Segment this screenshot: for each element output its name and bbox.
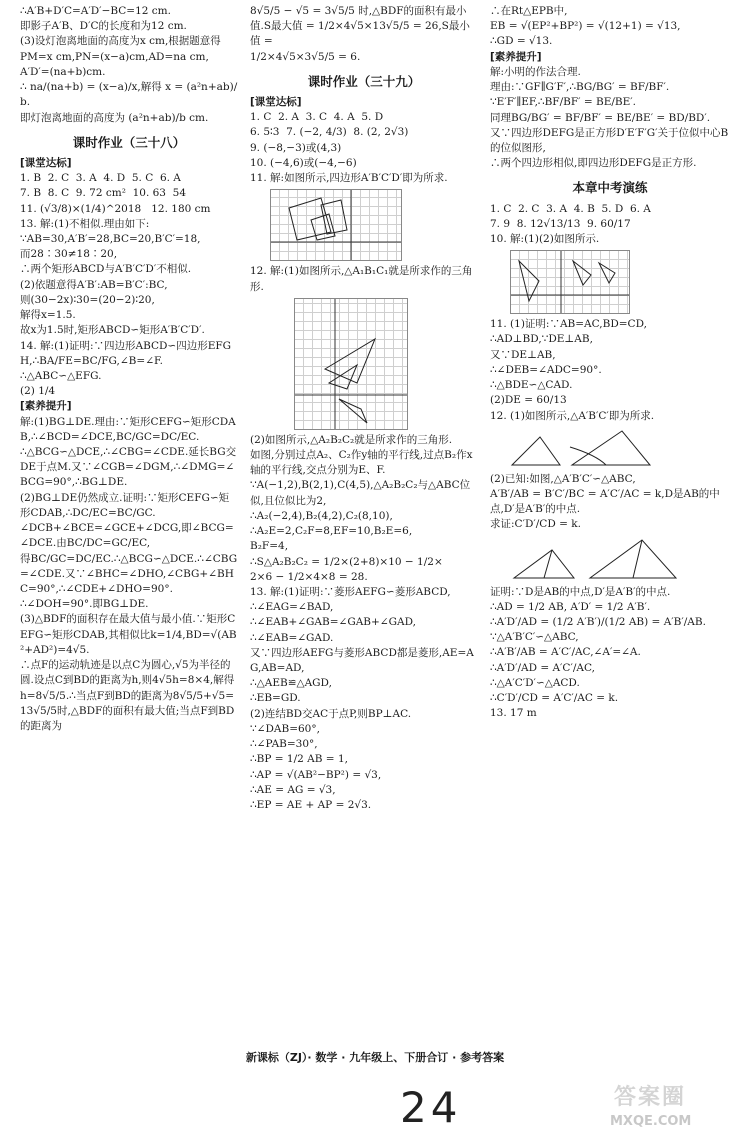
text-line: A′D′=(na+b)cm. bbox=[20, 65, 106, 78]
text-line: 7. 9 8. 12√13/13 9. 60/17 bbox=[490, 217, 631, 230]
handwritten-page-number: 24 bbox=[400, 1083, 462, 1132]
text-line: ∴∠DOH=90°.即BG⊥DE. bbox=[20, 598, 149, 611]
text-line: 即灯泡离地面的高度为 (a²n+ab)/b cm. bbox=[20, 111, 209, 124]
figure-q12-shapes bbox=[295, 299, 407, 429]
text-line: 解:(1)BG⊥DE.理由:∵矩形CEFG∽矩形CDAB,∴∠BCD=∠DCE,BC/GC=DC/EC. bbox=[20, 415, 236, 443]
text-line: 14. 解:(1)证明:∵四边形ABCD∽四边形EFGH,∴BA/FE=BC/FG,∠B=∠F. bbox=[20, 339, 232, 367]
text-line: ∴△BCG∽△DCE,∴∠CBG=∠CDE.延长BG交DE于点M.又∵∠CGB=∠DGM,∴∠DMG=∠BCG=90°,∴BG⊥DE. bbox=[20, 446, 237, 489]
text-line: 13. 解:(1)证明:∵菱形AEFG∽菱形ABCD, bbox=[250, 585, 451, 598]
solution-block-10 bbox=[20, 4, 238, 126]
answers-39-q13-end bbox=[490, 4, 730, 50]
figure-q11-shapes bbox=[271, 190, 401, 260]
text-line: ∴A′D′/AD = A′C′/AC, bbox=[490, 661, 595, 674]
section-heading-39: 课时作业（三十九） bbox=[307, 73, 421, 89]
text-line: (2)已知:如图,△A′B′C′∽△ABC, bbox=[490, 472, 636, 485]
text-line: 8√5/5 − √5 = 3√5/5 时,△BDF的面积有最小值.S最大值 = 1/2×4√5×13√5/5 = 26,S最小值 = bbox=[250, 5, 470, 48]
answers-38-improvement bbox=[20, 415, 238, 735]
text-line: ∴A₂E=2,C₂F=8,EF=10,B₂E=6, bbox=[250, 525, 413, 538]
figure-q11-grid bbox=[270, 189, 402, 261]
figure-exam-q10-shapes bbox=[511, 251, 629, 313]
text-line: ∴AP = √(AB²−BP²) = √3, bbox=[250, 768, 382, 781]
text-line: 10. (−4,6)或(−4,−6) bbox=[250, 156, 357, 169]
text-line: (3)设灯泡离地面的高度为x cm,根据题意得 bbox=[20, 35, 221, 48]
answers-39-improvement bbox=[490, 65, 730, 172]
watermark-url: MXQE.COM bbox=[610, 1114, 692, 1130]
text-line: 11. 解:如图所示,四边形A′B′C′D′即为所求. bbox=[250, 172, 448, 185]
watermark-logo: 答案圈 bbox=[614, 1085, 687, 1110]
section-heading-38: 课时作业（三十八） bbox=[72, 134, 186, 150]
text-line: 11. (1)证明:∵AB=AC,BD=CD, bbox=[490, 318, 647, 331]
text-line: (3)△BDF的面积存在最大值与最小值.∵矩形CEFG∽矩形CDAB,其相似比k=1/4,BD=√(AB²+AD²)=4√5. bbox=[20, 613, 237, 656]
text-line: ∴△A′C′D′∽△ACD. bbox=[490, 676, 580, 689]
page-footer: 新课标（ZJ）· 数学 · 九年级上、下册合订 · 参考答案 bbox=[245, 1051, 505, 1064]
answers-exam-part4 bbox=[490, 585, 730, 722]
text-line: (2)依题意得A′B′:AB=B′C′:BC, bbox=[20, 278, 168, 291]
text-line: ∴在Rt△EPB中, bbox=[490, 5, 568, 17]
text-line: ∴△ABC∽△EFG. bbox=[20, 369, 102, 382]
text-line: 解:小明的作法合理. bbox=[490, 65, 581, 78]
column-left bbox=[20, 4, 238, 734]
figure-exam-q12-triangles bbox=[510, 427, 660, 469]
section-heading-exam: 本章中考演练 bbox=[572, 180, 648, 196]
section-tag-classroom: [课堂达标] bbox=[20, 156, 72, 169]
text-line: 解得x=1.5. bbox=[20, 309, 76, 322]
text-line: (2)BG⊥DE仍然成立.证明:∵矩形CEFG∽矩形CDAB,∴DC/EC=BC/GC. bbox=[20, 491, 230, 519]
text-line: 则(30−2x)∶30=(20−2)∶20, bbox=[20, 293, 155, 306]
column-middle bbox=[250, 4, 478, 813]
text-line: ∵AB=30,A′B′=28,BC=20,B′C′=18, bbox=[20, 232, 201, 245]
answers-38-classroom bbox=[20, 171, 238, 399]
text-line: ∴∠PAB=30°, bbox=[250, 738, 318, 751]
text-line: 又∵四边形DEFG是正方形D′E′F′G′关于位似中心B的位似图形, bbox=[490, 126, 729, 154]
text-line: 同理BG/BG′ = BF/BF′ = BE/BE′ = BD/BD′. bbox=[490, 111, 711, 124]
text-line: 1. C 2. C 3. A 4. B 5. D 6. A bbox=[490, 202, 651, 215]
text-line: 9. (−8,−3)或(4,3) bbox=[250, 141, 342, 154]
text-line: 13. 17 m bbox=[490, 707, 537, 720]
text-line: 11. (√3/8)×(1/4)^2018 12. 180 cm bbox=[20, 202, 211, 215]
answers-38-cont bbox=[250, 4, 478, 65]
text-line: 12. 解:(1)如图所示,△A₁B₁C₁就是所求作的三角形. bbox=[250, 265, 473, 293]
text-line: ∴EP = AE + AP = 2√3. bbox=[250, 799, 372, 811]
answers-exam-part1 bbox=[490, 202, 730, 248]
watermark bbox=[610, 1082, 742, 1132]
text-line: ∴S△A₂B₂C₂ = 1/2×(2+8)×10 − 1/2× bbox=[250, 555, 443, 568]
text-line: EB = √(EP²+BP²) = √(12+1) = √13, bbox=[490, 20, 681, 33]
section-tag-improvement: [素养提升] bbox=[20, 400, 72, 413]
figure-exam-q12-shapes bbox=[510, 427, 660, 469]
text-line: 2×6 − 1/2×4×8 = 28. bbox=[250, 570, 368, 583]
figure-q12-grid bbox=[294, 298, 408, 430]
text-line: ∴∠DEB=∠ADC=90°. bbox=[490, 363, 602, 376]
text-line: ∵E′F′∥EF,∴BF/BF′ = BE/BE′. bbox=[490, 96, 637, 109]
text-line: ∴EB=GD. bbox=[250, 692, 301, 705]
text-line: 7. B 8. C 9. 72 cm² 10. 63 54 bbox=[20, 187, 187, 200]
text-line: ∴A′D′/AD = (1/2 A′B′)/(1/2 AB) = A′B′/AB. bbox=[490, 616, 706, 629]
text-line: ∴两个四边形相似,即四边形DEFG是正方形. bbox=[490, 157, 697, 170]
text-line: (2)如图所示,△A₂B₂C₂就是所求作的三角形. bbox=[250, 433, 453, 446]
text-line: ∴AD = 1/2 AB, A′D′ = 1/2 A′B′. bbox=[490, 600, 651, 613]
text-line: PM=x cm,PN=(x−a)cm,AD=na cm, bbox=[20, 50, 209, 63]
text-line: 而28∶30≠18∶20, bbox=[20, 248, 118, 261]
text-line: ∴A′B+D′C=A′D′−BC=12 cm. bbox=[20, 5, 171, 17]
answers-39-classroom bbox=[250, 110, 478, 186]
figure-exam-q10-grid bbox=[510, 250, 630, 314]
text-line: 13. 解:(1)不相似.理由如下: bbox=[20, 217, 150, 230]
text-line: 求证:C′D′/CD = k. bbox=[490, 518, 581, 531]
text-line: 又∵四边形AEFG与菱形ABCD都是菱形,AE=AG,AB=AD, bbox=[250, 646, 474, 675]
text-line: ∵∠DAB=60°, bbox=[250, 722, 320, 735]
text-line: ∴AD⊥BD,∵DE⊥AB, bbox=[490, 333, 593, 346]
text-line: 1/2×4√5×3√5/5 = 6. bbox=[250, 50, 361, 63]
text-line: 得BC/GC=DC/EC.∴△BCG∽△DCE.∴∠CBG=∠CDE.又∵∠BHC=∠DHO,∠CBG+∠BHC=90°,∴∠CDE+∠DHO=90°. bbox=[20, 552, 238, 595]
text-line: ∴△AEB≌△AGD, bbox=[250, 677, 332, 690]
text-line: (2)DE = 60/13 bbox=[490, 394, 567, 407]
text-line: ∴BP = 1/2 AB = 1, bbox=[250, 753, 348, 766]
text-line: 证明:∵D是AB的中点,D′是A′B′的中点. bbox=[490, 585, 671, 598]
text-line: ∴∠EAB=∠GAD. bbox=[250, 631, 334, 644]
text-line: 又∵DE⊥AB, bbox=[490, 348, 556, 361]
text-line: 12. (1)如图所示,△A′B′C′即为所求. bbox=[490, 409, 655, 422]
answers-exam-part3 bbox=[490, 472, 730, 533]
text-line: ∵A(−1,2),B(2,1),C(4,5),△A₂B₂C₂与△ABC位似,且位似比为2, bbox=[250, 479, 471, 507]
text-line: 如图,分别过点A₂、C₂作y轴的平行线,过点B₂作x轴的平行线,交点分别为E、F. bbox=[250, 448, 473, 477]
text-line: ∴AE = AG = √3, bbox=[250, 783, 336, 796]
text-line: ∴两个矩形ABCD与A′B′C′D′不相似. bbox=[20, 263, 192, 276]
text-line: 理由:∵GF∥G′F′,∴BG/BG′ = BF/BF′. bbox=[490, 81, 670, 94]
text-line: B₂F=4, bbox=[250, 540, 289, 553]
text-line: ∴ na/(na+b) = (x−a)/x,解得 x = (a²n+ab)/b. bbox=[20, 81, 238, 109]
text-line: 6. 5∶3 7. (−2, 4/3) 8. (2, 2√3) bbox=[250, 126, 409, 139]
answers-39-rest bbox=[250, 433, 478, 813]
section-tag-improvement-39: [素养提升] bbox=[490, 50, 542, 63]
text-line: 故x为1.5时,矩形ABCD∽矩形A′B′C′D′. bbox=[20, 324, 205, 337]
text-line: 即影子A′B、D′C的长度和为12 cm. bbox=[20, 20, 187, 33]
text-line: ∴点F的运动轨迹是以点C为圆心,√5为半径的圆.设点C到BD的距离为h,则4√5h=8×4,解得h=8√5/5.∴当点F到BD的距离为8√5/5+√5=13√5/5时,△BDF的面积有最大值;当点F到BD的距离为 bbox=[20, 659, 235, 732]
text-line: (2)连结BD交AC于点P,则BP⊥AC. bbox=[250, 707, 412, 720]
text-line: ∴C′D′/CD = A′C′/AC = k. bbox=[490, 692, 619, 705]
text-line: A′B′/AB = B′C′/BC = A′C′/AC = k,D是AB的中点,D′是A′B′的中点. bbox=[490, 487, 720, 516]
text-line: ∴GD = √13. bbox=[490, 35, 553, 48]
figure-exam-q12-proof-shapes bbox=[510, 536, 680, 582]
text-line: ∴A′B′/AB = A′C′/AC,∠A′=∠A. bbox=[490, 646, 641, 659]
section-tag-classroom-39: [课堂达标] bbox=[250, 96, 302, 108]
text-line: ∴∠EAB+∠GAB=∠GAB+∠GAD, bbox=[250, 616, 416, 629]
answers-39-q12 bbox=[250, 264, 478, 294]
text-line: ∠DCB+∠BCE=∠GCE+∠DCG,即∠BCG=∠DCE.由BC/DC=GC/EC, bbox=[20, 522, 234, 550]
text-line: 1. C 2. A 3. C 4. A 5. D bbox=[250, 111, 384, 124]
text-line: ∴A₂(−2,4),B₂(4,2),C₂(8,10), bbox=[250, 509, 393, 522]
answers-exam-part2 bbox=[490, 317, 730, 424]
text-line: ∴△BDE∽△CAD. bbox=[490, 379, 573, 392]
text-line: (2) 1/4 bbox=[20, 385, 56, 398]
column-right bbox=[490, 4, 730, 722]
figure-exam-q12-proof bbox=[510, 536, 680, 582]
text-line: ∵△A′B′C′∽△ABC, bbox=[490, 631, 579, 644]
text-line: 10. 解:(1)(2)如图所示. bbox=[490, 232, 600, 245]
text-line: 1. B 2. C 3. A 4. D 5. C 6. A bbox=[20, 172, 181, 185]
text-line: ∴∠EAG=∠BAD, bbox=[250, 601, 334, 614]
